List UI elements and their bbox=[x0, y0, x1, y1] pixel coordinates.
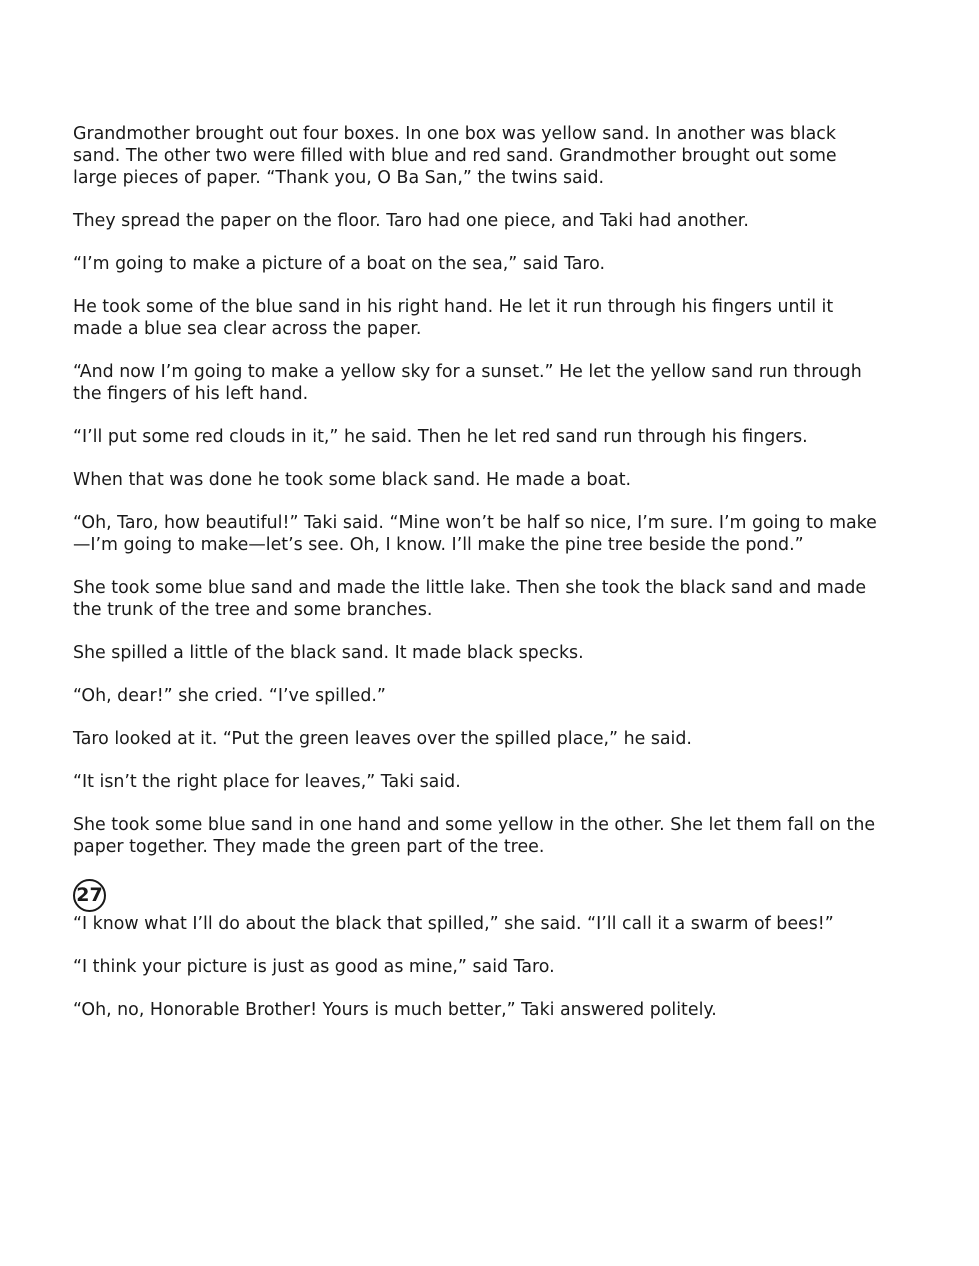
paragraph-12: Taro looked at it. “Put the green leaves over the spilled place,” he said. bbox=[73, 729, 692, 749]
paragraph-4: He took some of the blue sand in his right hand. He let it run through his fingers until it made a blue sea clear across the paper. bbox=[73, 297, 834, 339]
paragraph-5: “And now I’m going to make a yellow sky for a sunset.” He let the yellow sand run through the fingers of his left hand. bbox=[73, 362, 862, 404]
story-page bbox=[73, 123, 885, 1042]
paragraph-1: Grandmother brought out four boxes. In one box was yellow sand. In another was black sand. The other two were filled with blue and red sand. Grandmother brought out some large pieces of paper. “Thank you, O Ba San,” the twins said. bbox=[73, 124, 837, 188]
paragraph-number-marker: 27 bbox=[73, 879, 106, 912]
paragraph-2: They spread the paper on the floor. Taro had one piece, and Taki had another. bbox=[73, 211, 749, 231]
paragraph-7: When that was done he took some black sand. He made a boat. bbox=[73, 470, 632, 490]
paragraph-15: “I know what I’ll do about the black that spilled,” she said. “I’ll call it a swarm of bees!” bbox=[73, 914, 834, 934]
paragraph-9: She took some blue sand and made the little lake. Then she took the black sand and made the trunk of the tree and some branches. bbox=[73, 578, 867, 620]
paragraph-13: “It isn’t the right place for leaves,” Taki said. bbox=[73, 772, 461, 792]
paragraph-6: “I’ll put some red clouds in it,” he said. Then he let red sand run through his fingers. bbox=[73, 427, 808, 447]
paragraph-14: She took some blue sand in one hand and some yellow in the other. She let them fall on the paper together. They made the green part of the tree. bbox=[73, 815, 876, 857]
paragraph-10: She spilled a little of the black sand. It made black specks. bbox=[73, 643, 584, 663]
paragraph-3: “I’m going to make a picture of a boat on the sea,” said Taro. bbox=[73, 254, 605, 274]
paragraph-11: “Oh, dear!” she cried. “I’ve spilled.” bbox=[73, 686, 386, 706]
paragraph-16: “I think your picture is just as good as mine,” said Taro. bbox=[73, 957, 555, 977]
paragraph-8: “Oh, Taro, how beautiful!” Taki said. “Mine won’t be half so nice, I’m sure. I’m going to make—I’m going to make—let’s see. Oh, I know. I’ll make the pine tree beside the pond.” bbox=[73, 513, 877, 555]
paragraph-17: “Oh, no, Honorable Brother! Yours is much better,” Taki answered politely. bbox=[73, 1000, 717, 1020]
